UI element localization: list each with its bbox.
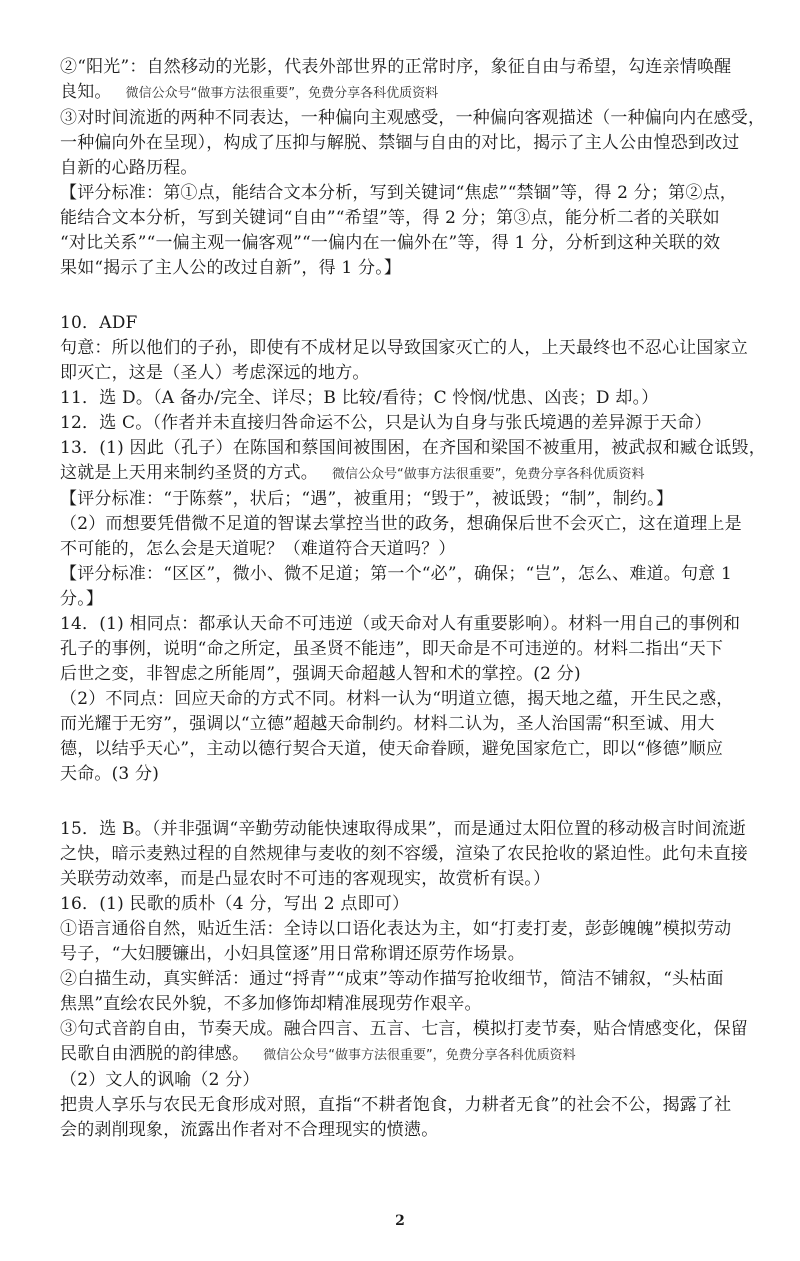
- text-line: 句意：所以他们的子孙，即使有不成材足以导致国家灭亡的人，上天最终也不忍心让国家立: [60, 338, 748, 358]
- text-line: 16．(1) 民歌的质朴（4 分，写出 2 点即可）: [60, 894, 410, 914]
- text-line: 13．(1) 因此（孔子）在陈国和蔡国间被围困，在齐国和梁国不被重用，被武叔和臧仓诋毁，: [60, 438, 766, 458]
- text-line: ③句式音韵自由，节奏天成。融合四言、五言、七言，模拟打麦节奏，贴合情感变化，保留: [60, 1019, 748, 1039]
- answer-block-9-continued: [60, 55, 766, 281]
- document-page: [60, 55, 766, 1143]
- text-line: 孔子的事例，说明“命之所定，虽圣贤不能违”，即天命是不可违逆的。材料二指出“天下: [60, 639, 724, 659]
- text-line: ②“阳光”：自然移动的光影，代表外部世界的正常时序，象征自由与希望，勾连亲情唤醒: [60, 57, 732, 77]
- text-line: 把贵人享乐与农民无食形成对照，直指“不耕者饱食，力耕者无食”的社会不公，揭露了社: [60, 1095, 732, 1115]
- scoring-criteria-line: 果如“揭示了主人公的改过自新”，得 1 分。】: [60, 258, 402, 278]
- section-gap: [60, 281, 760, 311]
- watermark-text: 微信公众号“做事方法很重要”，免费分享各科优质资料: [332, 467, 645, 482]
- section-gap: [60, 787, 760, 817]
- text-line: 民歌自由洒脱的韵律感。 微信公众号“做事方法很重要”，免费分享各科优质资料: [60, 1044, 576, 1064]
- text-line: 关联劳动效率，而是凸显农时不可违的客观现实，故赏析有误。）: [60, 869, 551, 889]
- text-line: ①语言通俗自然，贴近生活：全诗以口语化表达为主，如“打麦打麦，彭彭魄魄”模拟劳动: [60, 919, 732, 939]
- text-line: 即灭亡，这是（圣人）考虑深远的地方。: [60, 363, 370, 383]
- scoring-criteria-line: 分。】: [60, 589, 104, 609]
- text-line: （2）而想要凭借微不足道的智谋去掌控当世的政务，想确保后世不会灭亡，这在道理上是: [60, 514, 742, 534]
- watermark-text: 微信公众号“做事方法很重要”，免费分享各科优质资料: [263, 1048, 576, 1063]
- watermark-text: 微信公众号“做事方法很重要”，免费分享各科优质资料: [125, 86, 439, 101]
- scoring-criteria-line: 能结合文本分析，写到关键词“自由”“希望”等，得 2 分；第③点，能分析二者的关联如: [60, 208, 720, 228]
- text-line: （2）文人的讽喻（2 分）: [60, 1070, 260, 1090]
- text-line: （2）不同点：回应天命的方式不同。材料一认为“明道立德，揭天地之蕴，开生民之惑，: [60, 689, 734, 709]
- text-line: 之快，暗示麦熟过程的自然规律与麦收的刻不容缓，渲染了农民抢收的紧迫性。此句未直接: [60, 844, 748, 864]
- text-line: 11．选 D。（A 备办/完全、详尽；B 比较/看待；C 怜悯/忧患、凶丧；D 却。）: [60, 388, 659, 408]
- scoring-criteria-line: 【评分标准：第①点，能结合文本分析，写到关键词“焦虑”“禁锢”等，得 2 分；第②点，: [60, 183, 737, 203]
- page-number: 2: [395, 1213, 405, 1229]
- answer-block-10-14: [60, 311, 766, 787]
- text-line: 一种偏向外在呈现），构成了压抑与解脱、禁锢与自由的对比，揭示了主人公由惶恐到改过: [60, 133, 740, 153]
- answer-block-15-16: [60, 817, 760, 1143]
- text-line: 15．选 B。（并非强调“辛勤劳动能快速取得成果”，而是通过太阳位置的移动极言时间流逝: [60, 819, 747, 839]
- scoring-criteria-line: 【评分标准：“区区”，微小、微不足道；第一个“必”，确保；“岂”，怎么、难道。句意 1: [60, 564, 732, 584]
- text-line: 德，以结乎天心”，主动以德行契合天道，使天命眷顾，避免国家危亡，即以“修德”顺应: [60, 739, 724, 759]
- text-line: 而光耀于无穷”，强调以“立德”超越天命制约。材料二认为，圣人治国需“积至诚、用大: [60, 714, 715, 734]
- text-line: 14．(1) 相同点：都承认天命不可违逆（或天命对人有重要影响）。材料一用自己的事例和: [60, 614, 741, 634]
- scoring-criteria-line: 【评分标准：“于陈蔡”，状后；“遇”，被重用；“毁于”，被诋毁；“制”，制约。】: [60, 489, 674, 509]
- text-line: 不可能的，怎么会是天道呢？（难道符合天道吗？）: [60, 539, 456, 559]
- text-line: 天命。(3 分): [60, 764, 160, 784]
- text-line: 焦黑”直绘农民外貌，不多加修饰却精准展现劳作艰辛。: [60, 994, 482, 1014]
- text-line: 10．ADF: [60, 313, 138, 333]
- text-line: 自新的心路历程。: [60, 158, 198, 178]
- text-line: 会的剥削现象，流露出作者对不合理现实的愤懑。: [60, 1120, 439, 1140]
- text-line: 12．选 C。（作者并未直接归咎命运不公，只是认为自身与张氏境遇的差异源于天命）: [60, 413, 712, 433]
- text-line: 这就是上天用来制约圣贤的方式。 微信公众号“做事方法很重要”，免费分享各科优质资料: [60, 463, 645, 483]
- text-line: 良知。 微信公众号“做事方法很重要”，免费分享各科优质资料: [60, 82, 439, 102]
- text-line: 号子，“大妇腰镰出，小妇具筐逐”用日常称谓还原劳作场景。: [60, 944, 525, 964]
- text-line: ③对时间流逝的两种不同表达，一种偏向主观感受，一种偏向客观描述（一种偏向内在感受，: [60, 108, 766, 128]
- text-line: 后世之变，非智虑之所能周”，强调天命超越人智和术的掌控。(2 分): [60, 664, 581, 684]
- scoring-criteria-line: “对比关系”“一偏主观一偏客观”“一偏内在一偏外在”等，得 1 分，分析到这种关联的效: [60, 233, 721, 253]
- text-line: ②白描生动，真实鲜活：通过“捋青”“成束”等动作描写抢收细节，简洁不铺叙，“头枯面: [60, 969, 724, 989]
